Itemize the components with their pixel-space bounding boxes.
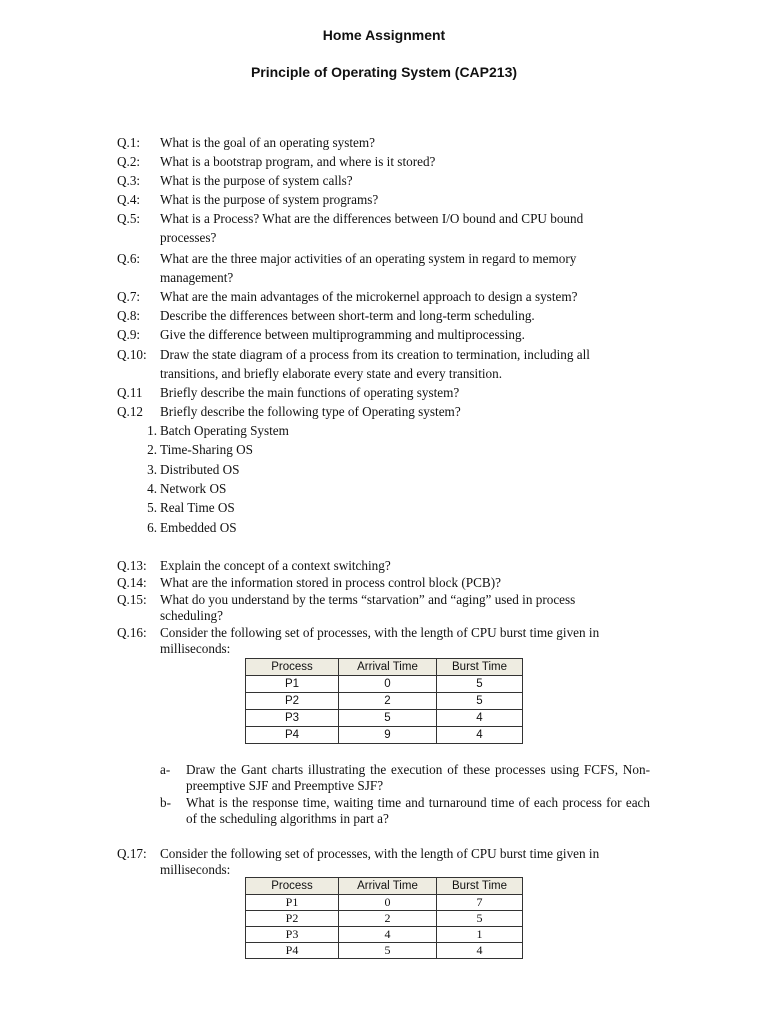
table-cell: 4 — [437, 727, 523, 744]
question-number: Q.1: — [117, 135, 141, 150]
question-text: Briefly describe the main functions of operating system? — [160, 385, 460, 400]
question-number: Q.4: — [117, 192, 141, 207]
list-number: 6. — [147, 520, 157, 535]
question-number: Q.12 — [117, 404, 144, 419]
question-number: Q.3: — [117, 173, 141, 188]
table-row — [246, 676, 523, 693]
table-row — [246, 911, 523, 927]
question-number: Q.13: — [117, 558, 147, 573]
table-cell: 4 — [437, 710, 523, 727]
table-row — [246, 943, 523, 959]
table-cell: 5 — [339, 710, 437, 727]
question-text: Explain the concept of a context switching? — [160, 558, 391, 573]
part-text: Draw the Gant charts illustrating the execution of these processes using FCFS, Non-preemptive SJF and Preemptive SJF? — [186, 762, 650, 793]
table-cell: P2 — [246, 693, 339, 710]
table-cell: P4 — [246, 943, 339, 959]
table-header-row — [246, 659, 523, 676]
table-cell: P3 — [246, 927, 339, 943]
question-number: Q.17: — [117, 846, 147, 861]
question-number: Q.16: — [117, 625, 147, 640]
table-cell: 9 — [339, 727, 437, 744]
question-text: What is a bootstrap program, and where is it stored? — [160, 154, 436, 169]
table-row — [246, 693, 523, 710]
part-label: b- — [160, 795, 171, 810]
question-text: What is a Process? What are the differences between I/O bound and CPU bound processes? — [160, 211, 584, 245]
table-cell: 5 — [437, 911, 523, 927]
question-number: Q.15: — [117, 592, 147, 607]
list-text: Batch Operating System — [160, 423, 289, 438]
question-number: Q.11 — [117, 385, 143, 400]
table-cell: 5 — [437, 676, 523, 693]
question-number: Q.6: — [117, 251, 141, 266]
column-header-burst-time: Burst Time — [437, 659, 523, 676]
question-text: What is the goal of an operating system? — [160, 135, 375, 150]
table-cell: 4 — [437, 943, 523, 959]
list-text: Real Time OS — [160, 500, 235, 515]
table-cell: P1 — [246, 676, 339, 693]
table-cell: 5 — [437, 693, 523, 710]
table-cell: 0 — [339, 895, 437, 911]
document-subtitle: Principle of Operating System (CAP213) — [250, 64, 518, 80]
column-header-burst-time: Burst Time — [437, 878, 523, 895]
table-cell: 4 — [339, 927, 437, 943]
question-text: Consider the following set of processes, with the length of CPU burst time given in milliseconds: — [160, 625, 600, 656]
table-cell: 0 — [339, 676, 437, 693]
table-row — [246, 727, 523, 744]
document-title: Home Assignment — [322, 27, 446, 43]
list-text: Distributed OS — [160, 462, 240, 477]
table-cell: P4 — [246, 727, 339, 744]
list-text: Time-Sharing OS — [160, 442, 253, 457]
list-number: 5. — [147, 500, 157, 515]
question-text: What do you understand by the terms “starvation” and “aging” used in process scheduling? — [160, 592, 576, 623]
question-text: Describe the differences between short-term and long-term scheduling. — [160, 308, 535, 323]
question-text: What is the purpose of system programs? — [160, 192, 379, 207]
table-row — [246, 895, 523, 911]
process-table-q16 — [245, 658, 523, 744]
question-number: Q.8: — [117, 308, 141, 323]
list-number: 1. — [147, 423, 157, 438]
question-number: Q.10: — [117, 347, 147, 362]
table-cell: 5 — [339, 943, 437, 959]
table-cell: 1 — [437, 927, 523, 943]
process-table-q17 — [245, 877, 523, 959]
table-cell: P2 — [246, 911, 339, 927]
question-text: Draw the state diagram of a process from its creation to termination, including all transitions, and briefly elaborate every state and every transition. — [160, 347, 590, 381]
part-text: What is the response time, waiting time and turnaround time of each process for each of the scheduling algorithms in part a? — [186, 795, 650, 826]
list-number: 4. — [147, 481, 157, 496]
column-header-process: Process — [246, 659, 339, 676]
question-number: Q.7: — [117, 289, 141, 304]
column-header-process: Process — [246, 878, 339, 895]
table-cell: P1 — [246, 895, 339, 911]
question-text: Give the difference between multiprogramming and multiprocessing. — [160, 327, 525, 342]
list-number: 3. — [147, 462, 157, 477]
question-text: What are the three major activities of an operating system in regard to memory management? — [160, 251, 577, 285]
question-text: What is the purpose of system calls? — [160, 173, 353, 188]
list-text: Embedded OS — [160, 520, 237, 535]
question-number: Q.2: — [117, 154, 141, 169]
table-cell: P3 — [246, 710, 339, 727]
column-header-arrival-time: Arrival Time — [339, 878, 437, 895]
table-cell: 2 — [339, 693, 437, 710]
question-text: Briefly describe the following type of Operating system? — [160, 404, 461, 419]
table-row — [246, 927, 523, 943]
column-header-arrival-time: Arrival Time — [339, 659, 437, 676]
question-number: Q.9: — [117, 327, 141, 342]
part-label: a- — [160, 762, 171, 777]
table-cell: 7 — [437, 895, 523, 911]
table-header-row — [246, 878, 523, 895]
table-cell: 2 — [339, 911, 437, 927]
question-text: What are the information stored in process control block (PCB)? — [160, 575, 501, 590]
list-text: Network OS — [160, 481, 227, 496]
question-text: What are the main advantages of the microkernel approach to design a system? — [160, 289, 578, 304]
question-number: Q.5: — [117, 211, 141, 226]
question-text: Consider the following set of processes, with the length of CPU burst time given in milliseconds: — [160, 846, 600, 877]
question-number: Q.14: — [117, 575, 147, 590]
table-row — [246, 710, 523, 727]
list-number: 2. — [147, 442, 157, 457]
